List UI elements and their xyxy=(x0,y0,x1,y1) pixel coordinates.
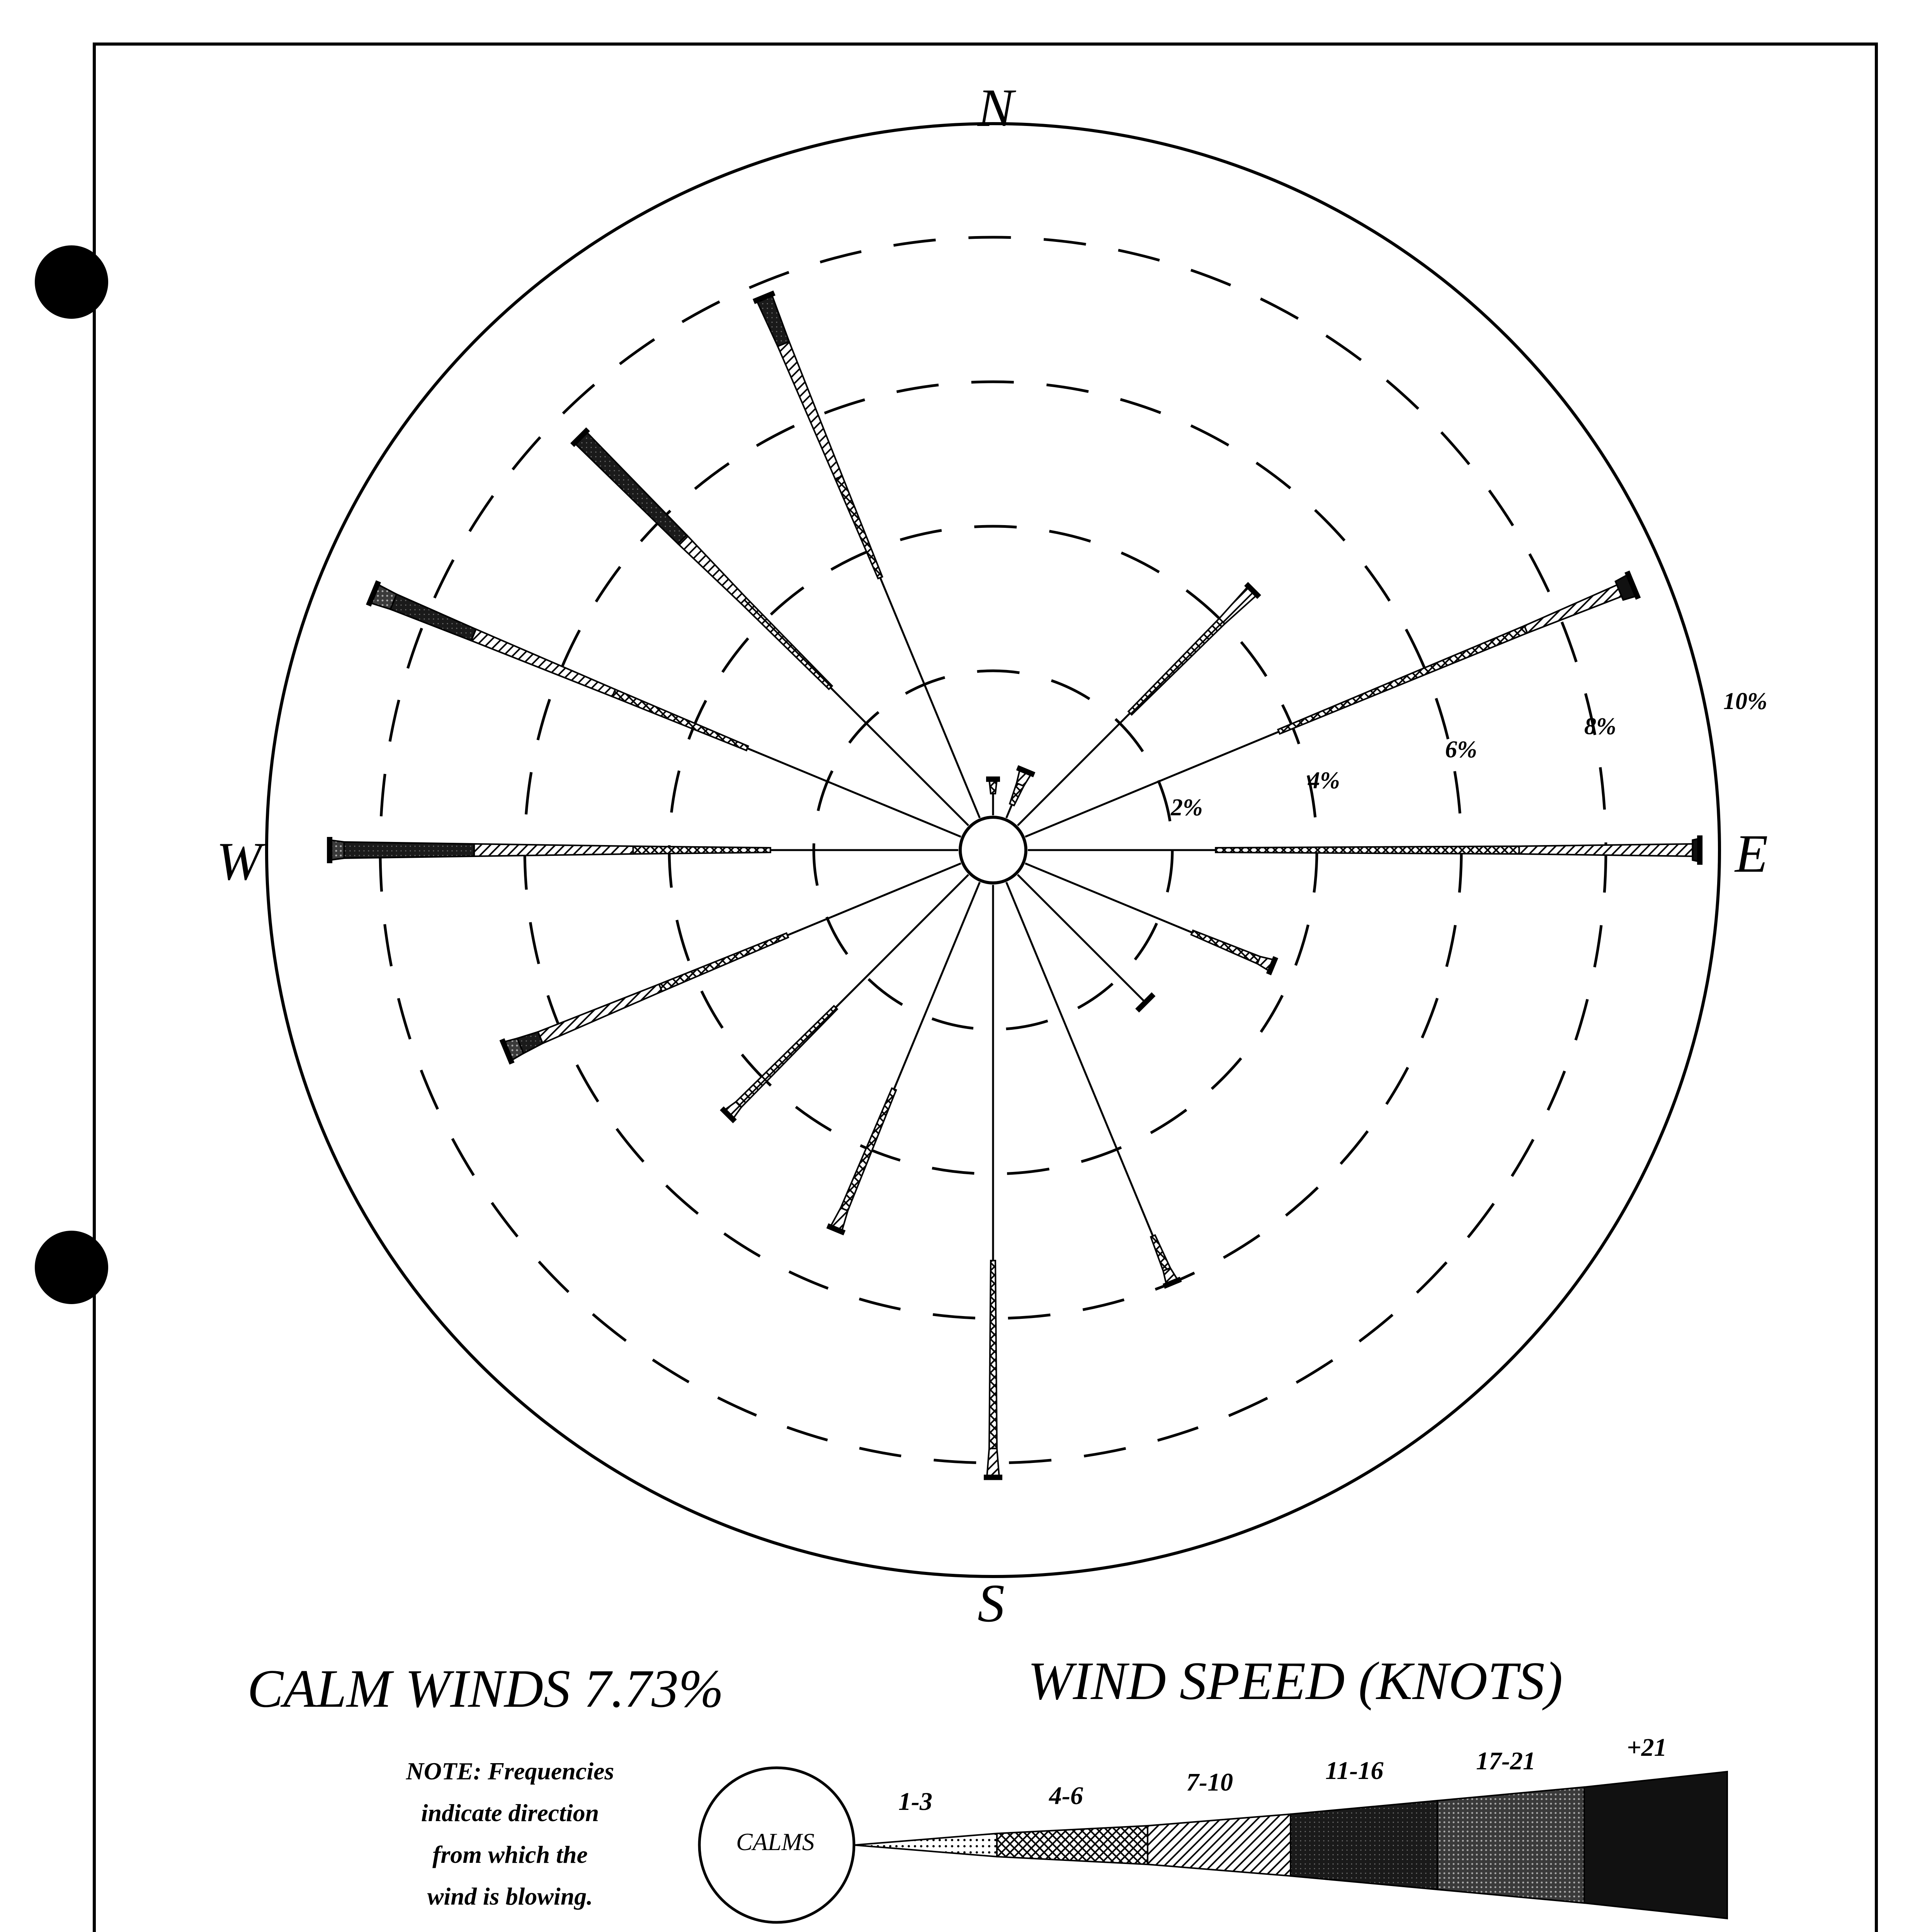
calm-center-circle xyxy=(960,817,1026,883)
legend-band-7-10 xyxy=(1148,1814,1291,1876)
legend-label-1-3: 1-3 xyxy=(898,1787,932,1816)
rose-bar-e-4-6 xyxy=(1216,846,1519,854)
rose-bar-se-1-3 xyxy=(1018,875,1146,1003)
rose-bar-wnw-4-6 xyxy=(612,689,748,750)
note-line: from which the xyxy=(432,1841,588,1868)
ring-label-8: 8% xyxy=(1584,713,1616,740)
rose-bar-wsw-1-3 xyxy=(787,863,961,935)
rose-bar-ene-4-6 xyxy=(1278,626,1527,734)
ring-label-10: 10% xyxy=(1723,688,1767,714)
rose-bar-nw-1-3 xyxy=(830,687,968,825)
rose-bar-wnw-11-16 xyxy=(390,594,476,641)
legend-label-4-6: 4-6 xyxy=(1049,1782,1083,1810)
rose-bar-w-7-10 xyxy=(474,844,633,856)
legend-band-11-16 xyxy=(1291,1801,1437,1889)
legend-band-21-plus xyxy=(1584,1772,1727,1918)
ring-label-4: 4% xyxy=(1308,767,1340,794)
rose-bar-ese-1-3 xyxy=(1025,863,1192,932)
rose-bar-nw-11-16 xyxy=(575,432,687,544)
rose-bar-ne-1-3 xyxy=(1018,713,1130,825)
compass-north-label: N xyxy=(978,78,1014,138)
compass-west-label: W xyxy=(216,832,262,891)
legend-label-7-10: 7-10 xyxy=(1186,1768,1233,1796)
rose-bar-ssw-1-3 xyxy=(894,882,980,1089)
legend-band-4-6 xyxy=(997,1826,1148,1864)
rose-bar-sse-4-6 xyxy=(1151,1235,1170,1271)
rose-bar-ese-4-6 xyxy=(1191,930,1260,964)
legend-label-17-21: 17-21 xyxy=(1476,1747,1536,1775)
rose-bar-s-7-10 xyxy=(987,1449,999,1478)
rose-bar-wsw-4-6 xyxy=(659,933,788,992)
rose-bar-ene-7-10 xyxy=(1524,585,1622,633)
ring-label-6: 6% xyxy=(1445,736,1477,763)
rose-bar-sse-1-3 xyxy=(1006,882,1153,1236)
wind-speed-title: WIND SPEED (KNOTS) xyxy=(1028,1651,1563,1711)
legend-band-17-21 xyxy=(1437,1787,1584,1903)
rose-bar-nne-4-6 xyxy=(1010,783,1024,806)
rose-bar-sw-4-6 xyxy=(736,1006,837,1107)
legend-label-11-16: 11-16 xyxy=(1325,1757,1384,1785)
rose-bar-nw-4-6 xyxy=(741,598,832,689)
legend-label-21-plus: +21 xyxy=(1627,1733,1667,1762)
ring-label-2: 2% xyxy=(1171,794,1203,821)
rose-bar-s-4-6 xyxy=(989,1260,997,1448)
note-line: indicate direction xyxy=(421,1799,599,1827)
rose-bar-ene-1-3 xyxy=(1025,732,1279,837)
legend-calms-label: CALMS xyxy=(736,1828,815,1855)
frequency-note xyxy=(340,1750,680,1917)
legend-band-1-3 xyxy=(854,1833,997,1857)
compass-east-label: E xyxy=(1735,824,1768,884)
rose-bar-nne-1-3 xyxy=(1006,804,1012,818)
compass-south-label: S xyxy=(978,1573,1005,1633)
rose-bar-ne-4-6 xyxy=(1128,618,1225,714)
rose-bar-wsw-7-10 xyxy=(538,984,662,1043)
note-line: NOTE: Frequencies xyxy=(406,1757,614,1785)
rose-bar-wnw-1-3 xyxy=(747,748,961,837)
rose-bar-nnw-1-3 xyxy=(880,578,980,818)
rose-bar-nnw-11-16 xyxy=(757,294,789,346)
rose-bar-ssw-4-6 xyxy=(841,1088,896,1211)
calm-winds-label: CALM WINDS 7.73% xyxy=(247,1659,724,1719)
rose-bar-nw-7-10 xyxy=(678,535,747,604)
note-line: wind is blowing. xyxy=(427,1883,593,1910)
rose-bar-w-11-16 xyxy=(344,842,474,858)
rose-bar-w-4-6 xyxy=(633,846,770,854)
rose-bar-wnw-7-10 xyxy=(471,629,616,696)
rose-bar-e-7-10 xyxy=(1519,844,1693,856)
rose-bar-sw-1-3 xyxy=(836,875,969,1008)
